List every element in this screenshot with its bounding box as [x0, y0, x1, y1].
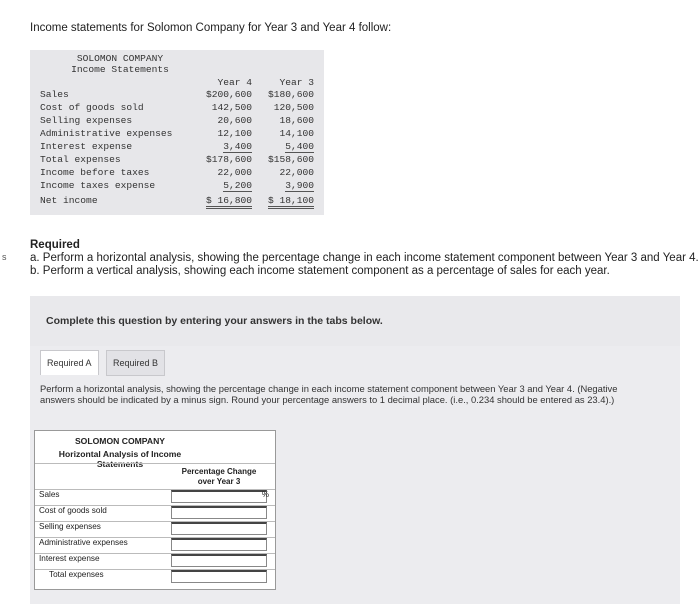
statement-row-y4: $ 16,800 — [206, 195, 252, 209]
horizontal-analysis-table — [34, 430, 276, 590]
statement-row-y3: $158,600 — [267, 154, 314, 165]
statement-row-y3: $180,600 — [267, 89, 314, 100]
required-title: Required — [30, 239, 80, 251]
statement-row-label: Income taxes expense — [40, 180, 156, 191]
statement-row-y3: 22,000 — [279, 167, 314, 178]
statement-row-y4: 22,000 — [217, 167, 252, 178]
analysis-row — [35, 537, 275, 550]
analysis-row-label: Cost of goods sold — [39, 506, 107, 515]
statement-col-year3: Year 3 — [279, 77, 314, 88]
statement-company: SOLOMON COMPANY — [76, 53, 164, 64]
analysis-row-label: Interest expense — [39, 554, 100, 563]
required-section — [30, 239, 699, 278]
instruction-banner — [30, 296, 680, 346]
analysis-row-label: Sales — [39, 490, 60, 499]
analysis-row — [35, 553, 275, 566]
statement-row-label: Selling expenses — [40, 115, 133, 126]
tab-required-a[interactable]: Required A — [40, 350, 99, 375]
statement-row-label: Income before taxes — [40, 167, 150, 178]
admin-pct-input[interactable] — [171, 538, 267, 551]
tab-required-b[interactable]: Required B — [106, 350, 165, 376]
statement-row-y4: 20,600 — [217, 115, 252, 126]
statement-row-y3: 5,400 — [285, 141, 314, 152]
total-expenses-pct-input[interactable] — [171, 570, 267, 583]
analysis-row-label: Administrative expenses — [39, 538, 128, 547]
header-divider — [35, 463, 275, 464]
statement-row-y3: 18,600 — [279, 115, 314, 126]
interest-pct-input[interactable] — [171, 554, 267, 567]
statement-row-y4: 142,500 — [211, 102, 252, 113]
statement-col-year4: Year 4 — [217, 77, 252, 88]
percent-sign: % — [261, 490, 269, 499]
statement-row-y4: $178,600 — [205, 154, 252, 165]
selling-pct-input[interactable] — [171, 522, 267, 535]
statement-row-label: Sales — [40, 89, 69, 100]
analysis-row-label: Selling expenses — [39, 522, 101, 531]
statement-row-y3: $ 18,100 — [268, 195, 314, 209]
intro-text: Income statements for Solomon Company for Year 3 and Year 4 follow: — [30, 22, 392, 34]
statement-title: Income Statements — [71, 64, 169, 75]
statement-row-y4: 3,400 — [223, 141, 252, 152]
analysis-col-header-1: Percentage Change — [181, 467, 257, 476]
statement-row-y4: 12,100 — [217, 128, 252, 139]
analysis-row — [35, 505, 275, 518]
required-a-text: a. Perform a horizontal analysis, showing the percentage change in each income statement component between Year 3 and Year 4. — [30, 252, 699, 264]
analysis-row — [35, 569, 275, 582]
tab-instruction: Perform a horizontal analysis, showing the percentage change in each income statement component between Year 3 and Year 4. (Negative answers should be indicated by a minus sign. Round your percentage answers to 1 decimal place. (i.e., 0.234 should be entered as 23.4).) — [40, 383, 618, 405]
statement-row-y3: 120,500 — [273, 102, 314, 113]
sales-pct-input[interactable] — [171, 490, 267, 503]
statement-row-label: Interest expense — [40, 141, 133, 152]
required-b-text: b. Perform a vertical analysis, showing each income statement component as a percentage of sales for each year. — [30, 265, 610, 277]
income-statement-image — [30, 50, 324, 215]
cogs-pct-input[interactable] — [171, 506, 267, 519]
analysis-title: Horizontal Analysis of Income Statements — [58, 449, 182, 469]
side-mark: s — [2, 252, 7, 262]
analysis-col-header-2: over Year 3 — [197, 477, 241, 486]
statement-row-label: Total expenses — [40, 154, 121, 165]
analysis-company: SOLOMON COMPANY — [74, 436, 166, 446]
statement-row-y3: 3,900 — [285, 180, 314, 191]
statement-row-y3: 14,100 — [279, 128, 314, 139]
statement-row-y4: 5,200 — [223, 180, 252, 191]
banner-text: Complete this question by entering your answers in the tabs below. — [46, 315, 383, 327]
analysis-row — [35, 521, 275, 534]
analysis-row — [35, 489, 275, 502]
statement-row-label: Net income — [40, 195, 98, 206]
statement-row-label: Cost of goods sold — [40, 102, 144, 113]
statement-row-y4: $200,600 — [205, 89, 252, 100]
statement-row-label: Administrative expenses — [40, 128, 173, 139]
analysis-row-label: Total expenses — [49, 570, 104, 579]
